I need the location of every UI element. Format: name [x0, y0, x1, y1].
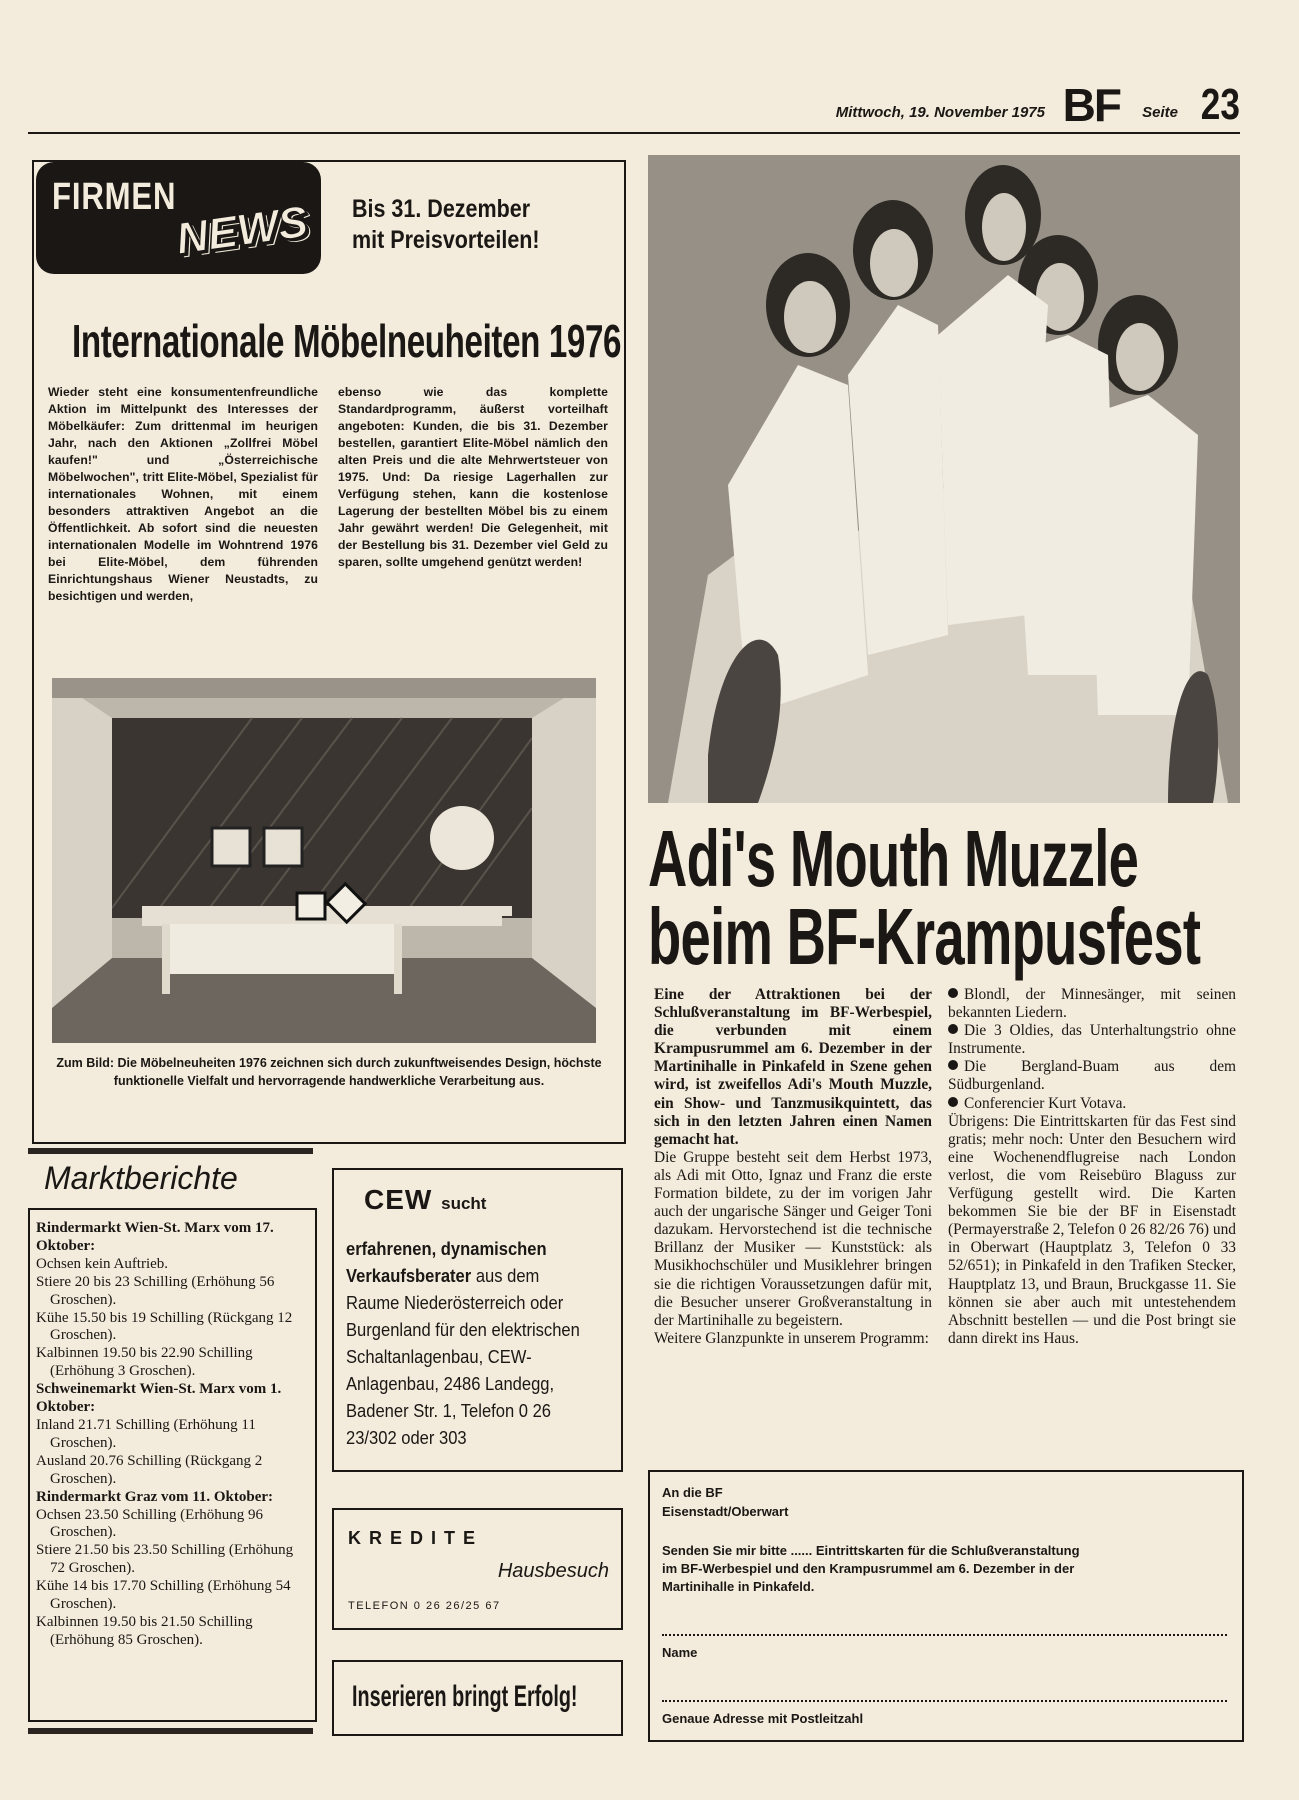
coupon-text-1: Senden Sie mir bitte ...... Eintrittskarten für die Schlußveranstaltung	[662, 1543, 1080, 1558]
bullet-text: Die 3 Oldies, das Unterhaltungstrio ohne Instrumente.	[948, 1022, 1236, 1058]
bullet-icon	[948, 988, 958, 998]
bedroom-photo	[52, 678, 596, 1043]
adi-body-2: Weitere Glanzpunkte in unserem Programm:	[654, 1329, 929, 1347]
adi-headline-line-1: Adi's Mouth Muzzle	[648, 814, 1139, 903]
bullet-icon	[948, 1024, 958, 1034]
order-coupon	[648, 1470, 1244, 1742]
band-photo	[648, 155, 1240, 803]
address-field-line[interactable]	[662, 1700, 1227, 1702]
bedroom-illustration	[52, 678, 596, 1043]
kredite-ad	[332, 1508, 623, 1630]
market-heading: Rindermarkt Wien-St. Marx vom 17. Oktober:	[36, 1220, 274, 1254]
cew-job-ad	[332, 1168, 623, 1472]
inserieren-ad	[332, 1660, 623, 1736]
coupon-text-3: Martinihalle in Pinkafeld.	[662, 1579, 815, 1594]
badge-news-text: NEWS	[173, 197, 311, 264]
kredite-telefon: TELEFON 0 26 26/25 67	[348, 1600, 501, 1612]
adi-headline-line-2: beim BF-Krampusfest	[648, 892, 1201, 981]
market-line: Kühe 15.50 bis 19 Schilling (Rückgang 12 Groschen).	[36, 1309, 293, 1344]
adi-headline	[648, 814, 1201, 981]
coupon-address-2: Eisenstadt/Oberwart	[662, 1504, 789, 1519]
seite-label: Seite	[1142, 104, 1178, 121]
page-header	[28, 78, 1240, 134]
firmen-news-badge	[36, 162, 321, 274]
bullet-item	[948, 1058, 1236, 1094]
market-line: Ochsen kein Auftrieb.	[36, 1255, 169, 1272]
moebel-column-1: Wieder steht eine konsumentenfreundliche Aktion im Mittelpunkt des Interesses der Möbelkäufer: Zum drittenmal im heurigen Jahr, nach den Aktionen „Zollfrei Möbel kaufen!" und „Österreichische Möbelwochen", tritt Elite-Möbel, Spezialist für internationales Wohnen, mit einem besonders attraktiven Angebot an die Öffentlichkeit. Ab sofort sind die neuesten internationalen Modelle im Wohntrend 1976 bei Elite-Möbel, dem führenden Einrichtungshaus Wiener Neustadts, zu besichtigen und werden,	[48, 385, 318, 603]
promo-line-2: mit Preisvorteilen!	[352, 226, 540, 254]
address-label: Genaue Adresse mit Postleitzahl	[662, 1711, 864, 1726]
cew-job-details: aus dem Raume Niederösterreich oder Burgenland für den elektrischen Schaltanlagenbau, CEW-Anlagenbau, 2486 Landegg, Badener Str. 1, Telefon 0 26 23/302 oder 303	[346, 1266, 580, 1448]
moebel-article-body	[48, 384, 608, 605]
adi-body-1: Die Gruppe besteht seit dem Herbst 1973, als Adi mit Otto, Ignaz und Franz die erste Formation bildete, zu der im vorigen Jahr auch der ungarische Sänger und Geiger Toni dazukam. Hervorstechend ist die technische Brillanz der Musiker — Kunststück: als Musikhochschüler und Musiklehrer bringen sie die richtigen Voraussetzungen dafür mit, die Besucher unserer Großveranstaltung in der Martinihalle zu begeistern.	[654, 1148, 932, 1329]
market-heading: Rindermarkt Graz vom 11. Oktober:	[36, 1488, 274, 1505]
marktberichte-title: Marktberichte	[44, 1160, 238, 1196]
issue-date: Mittwoch, 19. November 1975	[835, 104, 1045, 121]
marktberichte-text	[36, 1220, 308, 1650]
bullet-item	[948, 1022, 1236, 1058]
marktberichte-top-rule	[28, 1148, 313, 1154]
adi-lead: Eine der Attraktionen bei der Schlußveranstaltung im BF-Werbespiel, die verbunden mit einem Krampusrummel am 6. Dezember in der Martinihalle in Pinkafeld in Szene gehen wird, ist zweifellos Adi's Mouth Muzzle, ein Show- und Tanzmusikquintett, das sich in den letzten Jahren einen Namen gemacht hat.	[654, 986, 932, 1148]
marktberichte-bottom-rule	[28, 1728, 313, 1734]
market-line: Ochsen 23.50 Schilling (Erhöhung 96 Groschen).	[36, 1506, 264, 1541]
bullet-item	[948, 1095, 1236, 1113]
market-line: Ausland 20.76 Schilling (Rückgang 2 Groschen).	[36, 1452, 263, 1487]
cew-ad-text	[346, 1236, 594, 1452]
band-illustration	[648, 155, 1240, 803]
bullet-item	[948, 986, 1236, 1022]
bullet-icon	[948, 1060, 958, 1070]
firmen-news-article	[32, 160, 626, 1144]
market-line: Stiere 20 bis 23 Schilling (Erhöhung 56 Groschen).	[36, 1273, 275, 1308]
inserieren-text: Inserieren bringt Erfolg!	[352, 1680, 578, 1713]
cew-job-title: erfahrenen, dynamischen Verkaufsberater	[346, 1239, 547, 1286]
adi-body-3: Übrigens: Die Eintrittskarten für das Fest sind gratis; mehr noch: Unter den Besuchern wird eine Wochenendflugreise nach London verlost, die vom Reisebüro Blaguss zur Verfügung gestellt wird. Die Karten bekommen Sie bie der BF in Eisenstadt (Permayerstraße 2, Telefon 0 26 82/26 76) und in Oberwart (Hauptplatz 3, Telefon 0 33 52/651); in Pinkafeld in den Trafiken Stecker, Hauptplatz 13, und Braun, Bruckgasse 11. Sie können sie aber auch mit untestehendem Abschnitt bestellen — und die Post bringt sie dann direkt ins Haus.	[948, 1112, 1236, 1347]
bullet-text: Conferencier Kurt Votava.	[964, 1094, 1127, 1112]
adi-column-1	[654, 986, 932, 1348]
name-field-line[interactable]	[662, 1634, 1227, 1636]
kredite-hausbesuch: Hausbesuch	[497, 1560, 609, 1582]
name-label: Name	[662, 1645, 698, 1660]
kredite-title: KREDITE	[348, 1528, 484, 1548]
cew-brand-line	[364, 1184, 486, 1216]
badge-firmen-text: FIRMEN	[52, 176, 177, 218]
bullet-icon	[948, 1097, 958, 1107]
moebel-headline: Internationale Möbelneuheiten 1976	[72, 315, 622, 367]
cew-brand: CEW	[364, 1184, 433, 1215]
promo-text	[352, 194, 576, 256]
bf-logo: BF	[1062, 79, 1120, 131]
page-number: 23	[1200, 80, 1240, 129]
market-line: Kühe 14 bis 17.70 Schilling (Erhöhung 54 Groschen).	[36, 1578, 291, 1613]
coupon-text-2: im BF-Werbespiel und den Krampusrummel am 6. Dezember in der	[662, 1561, 1075, 1576]
promo-line-1: Bis 31. Dezember	[352, 195, 531, 223]
market-line: Stiere 21.50 bis 23.50 Schilling (Erhöhung 72 Groschen).	[36, 1542, 294, 1577]
market-line: Inland 21.71 Schilling (Erhöhung 11 Groschen).	[36, 1416, 256, 1451]
bullet-text: Die Bergland-Buam aus dem Südburgenland.	[948, 1058, 1236, 1094]
coupon-address-1: An die BF	[662, 1485, 723, 1500]
photo-caption: Zum Bild: Die Möbelneuheiten 1976 zeichnen sich durch zukunftweisendes Design, höchste funktionelle Vielfalt und hervorragende handwerkliche Verarbeitung aus.	[56, 1056, 602, 1088]
cew-sucht: sucht	[441, 1194, 487, 1213]
bullet-text: Blondl, der Minnesänger, mit seinen bekannten Liedern.	[948, 986, 1236, 1022]
adi-column-2	[948, 986, 1236, 1348]
market-line: Kalbinnen 19.50 bis 22.90 Schilling (Erhöhung 3 Groschen).	[36, 1345, 253, 1380]
market-line: Kalbinnen 19.50 bis 21.50 Schilling (Erhöhung 85 Groschen).	[36, 1613, 253, 1648]
moebel-column-2: ebenso wie das komplette Standardprogramm, äußerst vorteilhaft angeboten: Kunden, die bis 31. Dezember bestellen, garantiert Elite-Möbel nämlich den alten Preis und die alte Mehrwertsteuer von 1975. Und: Da riesige Lagerhallen zur Verfügung stehen, kann die kostenlose Lagerung der bestellten Möbel bis zu einem Jahr gewährt werden! Die Gelegenheit, mit der Bestellung bis 31. Dezember viel Geld zu sparen, sollte umgehend genützt werden!	[338, 385, 608, 569]
market-heading: Schweinemarkt Wien-St. Marx vom 1. Oktober:	[36, 1381, 282, 1416]
